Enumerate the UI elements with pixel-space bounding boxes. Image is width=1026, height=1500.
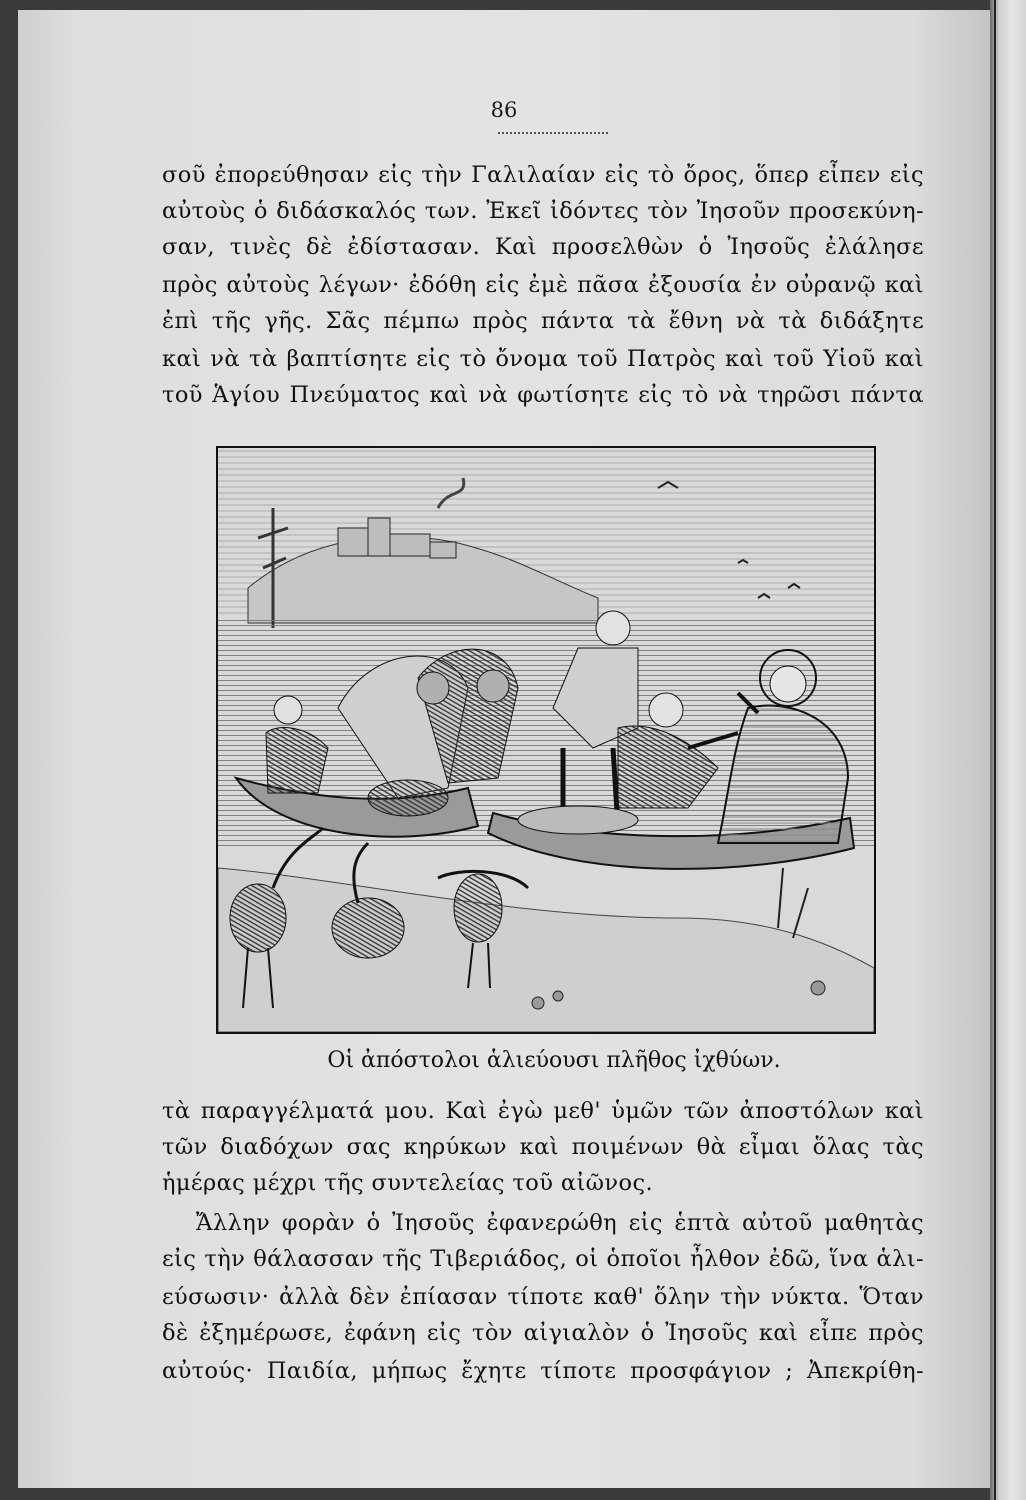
- text-line: αὐτούς· Παιδία, μήπως ἔχητε τίποτε προσφάγιον ; Ἀπεκρίθη-: [162, 1358, 924, 1384]
- shore: [218, 868, 874, 1032]
- binding-edge-line: [994, 0, 996, 1500]
- text-line: τῶν διαδόχων σας κηρύκων καὶ ποιμένων θὰ εἶμαι ὅλας τὰς: [162, 1134, 924, 1160]
- text-line: καὶ νὰ τὰ βαπτίσητε εἰς τὸ ὄνομα τοῦ Πατρὸς καὶ τοῦ Υἱοῦ καὶ: [162, 346, 924, 372]
- illustration-caption: Οἱ ἀπόστολοι ἁλιεύουσι πλῆθος ἰχθύων.: [327, 1048, 781, 1073]
- text-line: σοῦ ἐπορεύθησαν εἰς τὴν Γαλιλαίαν εἰς τὸ ὄρος, ὅπερ εἶπεν εἰς: [162, 162, 924, 188]
- text-line: δὲ ἐξημέρωσε, ἐφάνη εἰς τὸν αἰγιαλὸν ὁ Ἰησοῦς καὶ εἶπε πρὸς: [162, 1320, 924, 1346]
- text-line: τοῦ Ἁγίου Πνεύματος καὶ νὰ φωτίσητε εἰς τὸ νὰ τηρῶσι πάντα: [162, 382, 924, 408]
- book-page: [18, 10, 990, 1488]
- text-line: εἰς τὴν θάλασσαν τῆς Τιβεριάδος, οἱ ὁποῖοι ἦλθον ἐδῶ, ἵνα ἁλι-: [162, 1246, 924, 1272]
- text-line: αὐτοὺς ὁ διδάσκαλός των. Ἐκεῖ ἰδόντες τὸν Ἰησοῦν προσεκύνη-: [162, 198, 924, 224]
- text-line: σαν, τινὲς δὲ ἐδίστασαν. Καὶ προσελθὼν ὁ Ἰησοῦς ἐλάλησε: [162, 234, 924, 260]
- fish-catch: [518, 806, 638, 834]
- text-line: ἡμέρας μέχρι τῆς συντελείας τοῦ αἰῶνος.: [162, 1170, 654, 1196]
- page-number: 86: [490, 98, 518, 122]
- text-line: Ἄλλην φορὰν ὁ Ἰησοῦς ἐφανερώθη εἰς ἑπτὰ αὐτοῦ μαθητὰς: [196, 1210, 924, 1236]
- adjacent-page-edge: [990, 0, 1026, 1500]
- fishing-net: [368, 780, 448, 816]
- engraving-illustration: [216, 446, 876, 1034]
- page-number-rule: [498, 132, 608, 134]
- text-line: εύσωσιν· ἀλλὰ δὲν ἐπίασαν τίποτε καθ' ὅλην τὴν νύκτα. Ὅταν: [162, 1284, 924, 1310]
- text-line: ἐπὶ τῆς γῆς. Σᾶς πέμπω πρὸς πάντα τὰ ἔθνη νὰ τὰ διδάξητε: [162, 308, 924, 334]
- text-line: τὰ παραγγέλματά μου. Καὶ ἐγὼ μεθ' ὑμῶν τῶν ἀποστόλων καὶ: [162, 1098, 924, 1124]
- text-line: πρὸς αὐτοὺς λέγων· ἐδόθη εἰς ἐμὲ πᾶσα ἐξουσία ἐν οὐρανῷ καὶ: [162, 272, 924, 298]
